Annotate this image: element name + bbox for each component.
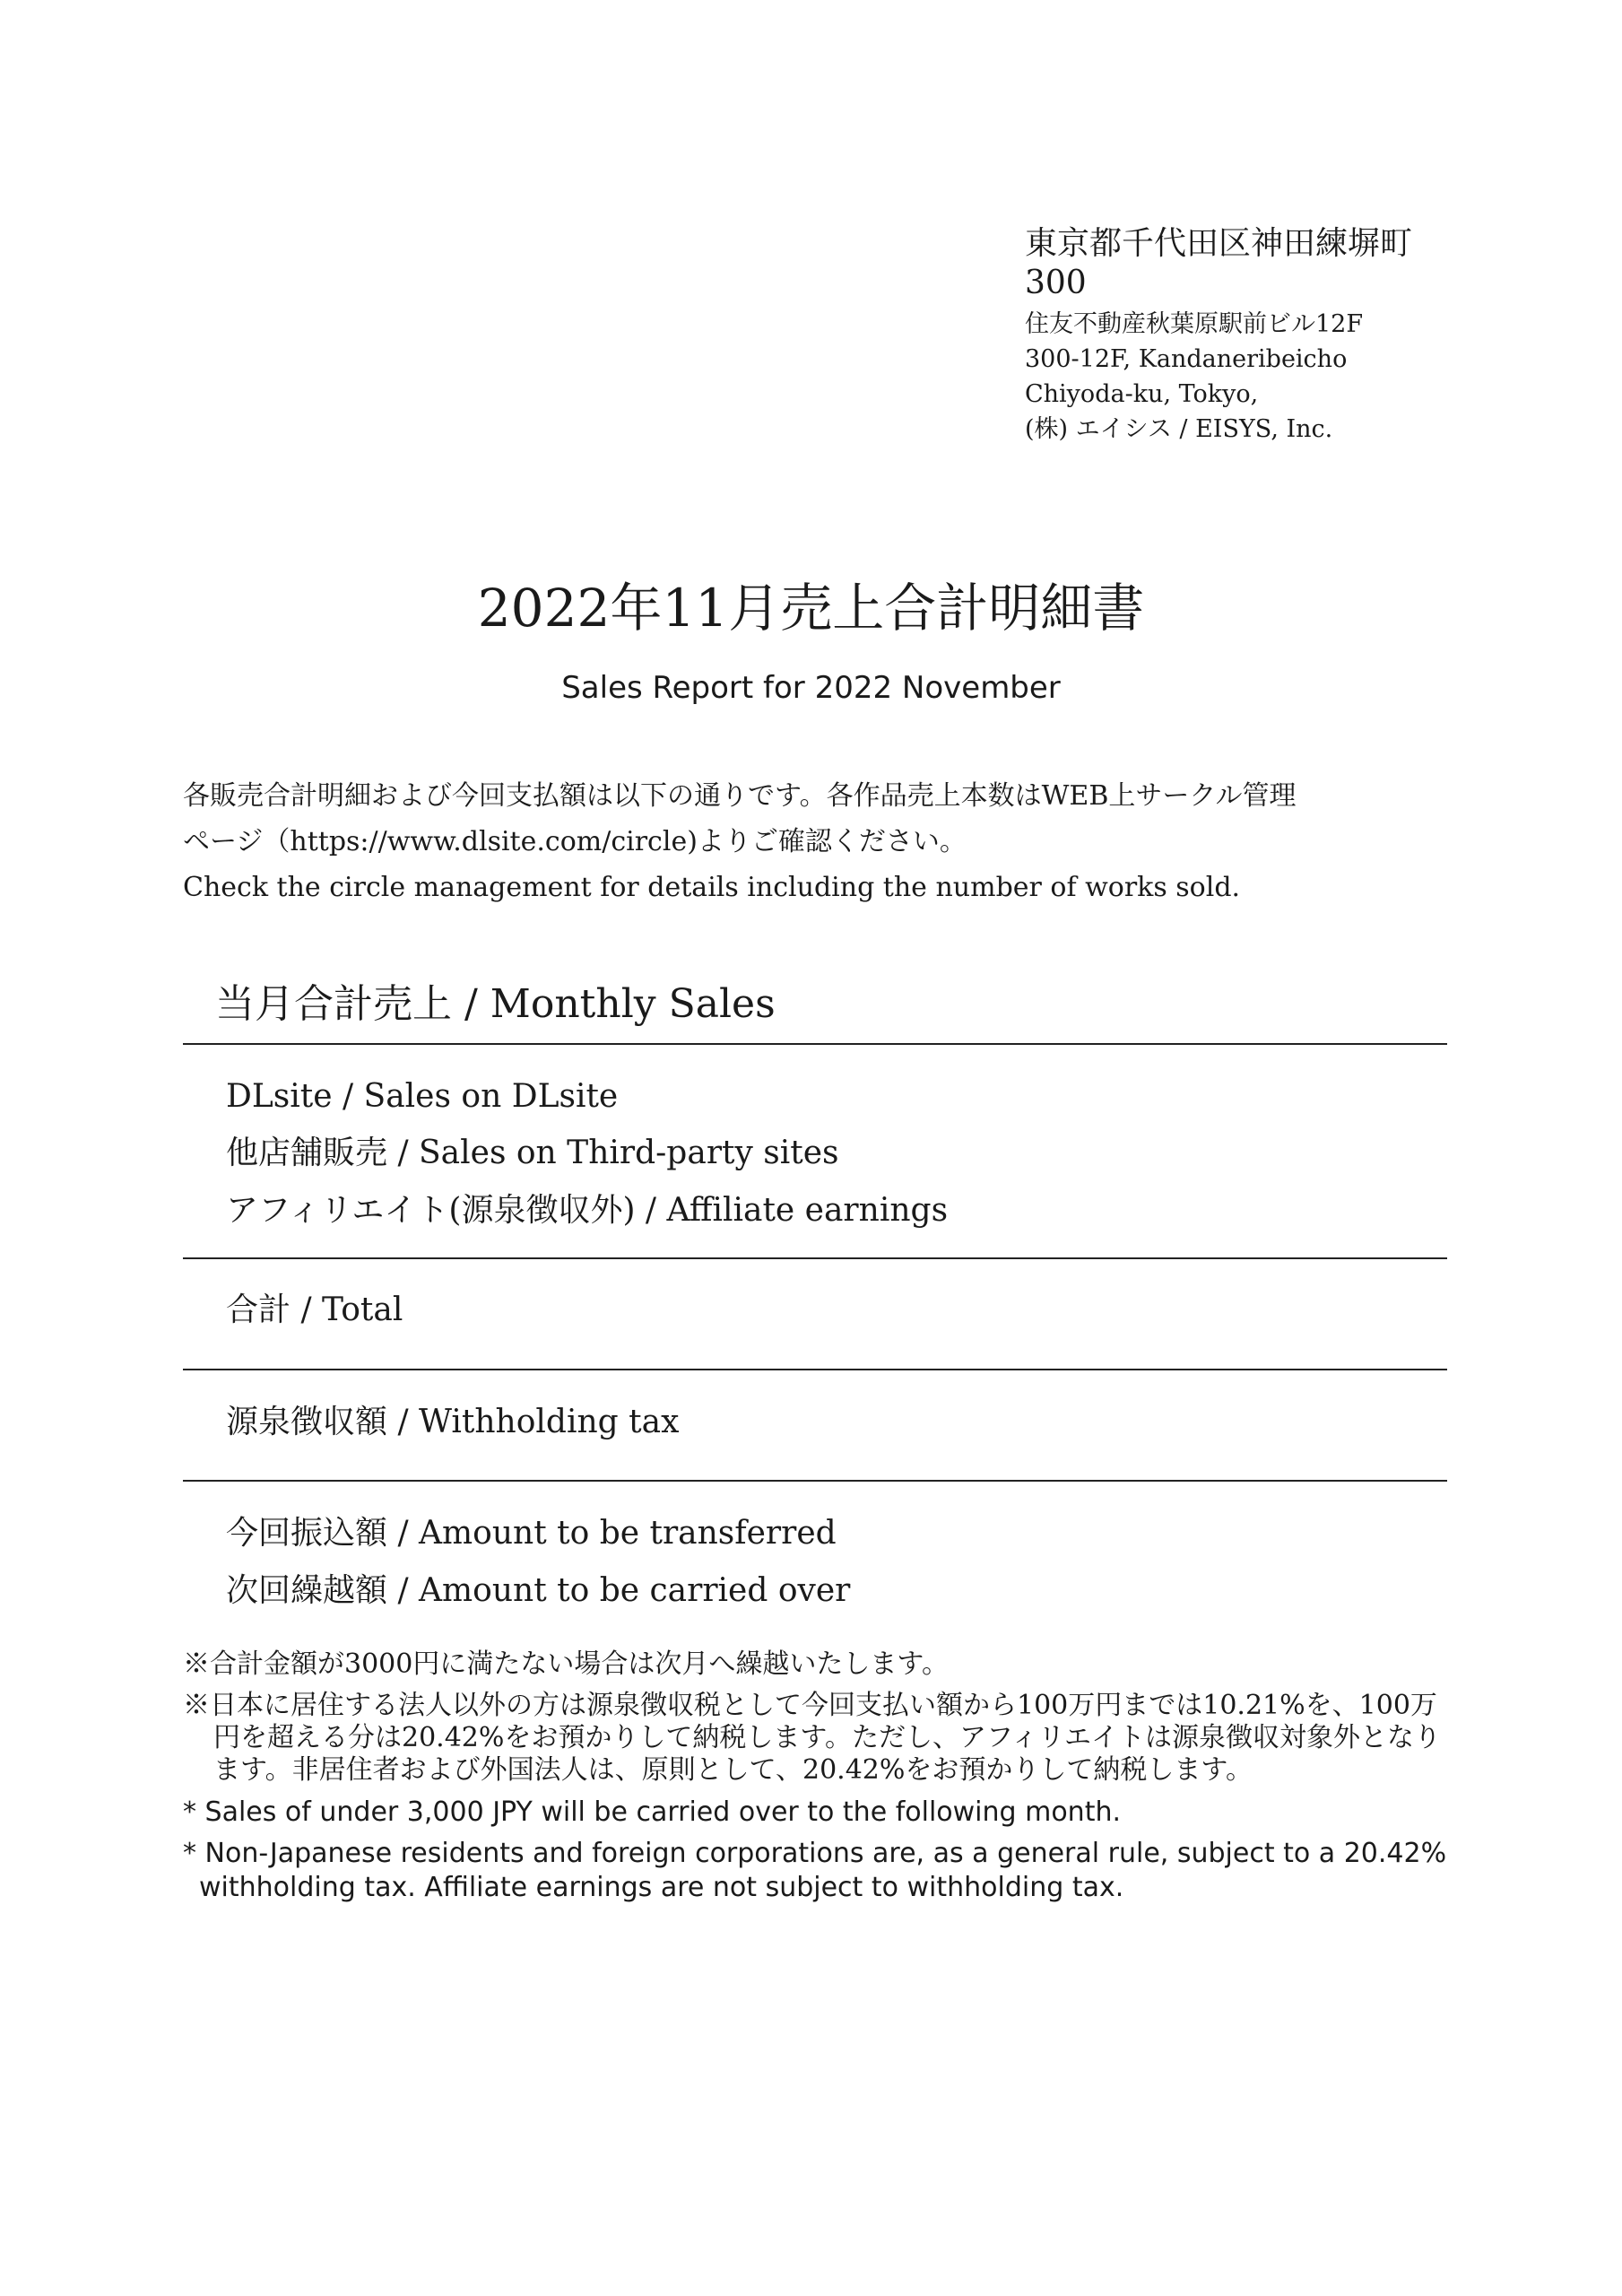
note-jp-carryover: ※合計金額が3000円に満たない場合は次月へ繰越いたします。 bbox=[183, 1648, 949, 1680]
divider bbox=[183, 1257, 1447, 1259]
note-en-withholding: * Non-Japanese residents and foreign corporations are, as a general rule, subject to a 20.42% withholding tax. Affiliate earnings are not subject to withholding tax. bbox=[183, 1838, 1447, 1903]
monthly-sales-heading: 当月合計売上 / Monthly Sales bbox=[215, 981, 776, 1027]
row-amount-carried-over: 次回繰越額 / Amount to be carried over bbox=[226, 1572, 851, 1609]
row-withholding-tax: 源泉徴収額 / Withholding tax bbox=[226, 1404, 680, 1440]
address-line-5: Chiyoda-ku, Tokyo, bbox=[1025, 380, 1259, 408]
address-line-1: 東京都千代田区神田練塀町 bbox=[1025, 225, 1413, 262]
company-address bbox=[1025, 224, 1563, 447]
note-en-carryover: * Sales of under 3,000 JPY will be carried over to the following month. bbox=[183, 1796, 1122, 1828]
address-line-4: 300-12F, Kandaneribeicho bbox=[1025, 345, 1348, 373]
row-total: 合計 / Total bbox=[226, 1292, 403, 1328]
row-dlsite-sales: DLsite / Sales on DLsite bbox=[226, 1078, 619, 1115]
row-third-party-sales: 他店舗販売 / Sales on Third-party sites bbox=[226, 1135, 839, 1171]
divider bbox=[183, 1480, 1447, 1482]
note-jp-withholding: ※日本に居住する法人以外の方は源泉徴収税として今回支払い額から100万円までは10.21%を、100万円を超える分は20.42%をお預かりして納税します。ただし、アフィリエイトは源泉徴収対象外となります。非居住者および外国法人は、原則として、20.42%をお預かりして納税します。 bbox=[183, 1690, 1441, 1786]
row-amount-transferred: 今回振込額 / Amount to be transferred bbox=[226, 1515, 837, 1552]
intro-line-1: 各販売合計明細および今回支払額は以下の通りです。各作品売上本数はWEB上サークル管理 bbox=[183, 780, 1297, 812]
row-affiliate-earnings: アフィリエイト(源泉徴収外) / Affiliate earnings bbox=[226, 1192, 949, 1229]
address-line-2: 300 bbox=[1025, 265, 1087, 301]
intro-text bbox=[183, 773, 1456, 910]
divider bbox=[183, 1369, 1447, 1370]
page-title: 2022年11月売上合計明細書 bbox=[477, 578, 1145, 639]
address-line-3: 住友不動産秋葉原駅前ビル12F bbox=[1025, 310, 1364, 338]
address-line-6: (株) エイシス / EISYS, Inc. bbox=[1025, 415, 1333, 443]
intro-line-2: ページ（https://www.dlsite.com/circle)よりご確認ください。 bbox=[183, 826, 967, 857]
divider bbox=[183, 1043, 1447, 1045]
footnotes bbox=[183, 1648, 1447, 1912]
intro-line-3: Check the circle management for details including the number of works sold. bbox=[183, 872, 1241, 903]
page-subtitle: Sales Report for 2022 November bbox=[561, 670, 1061, 706]
